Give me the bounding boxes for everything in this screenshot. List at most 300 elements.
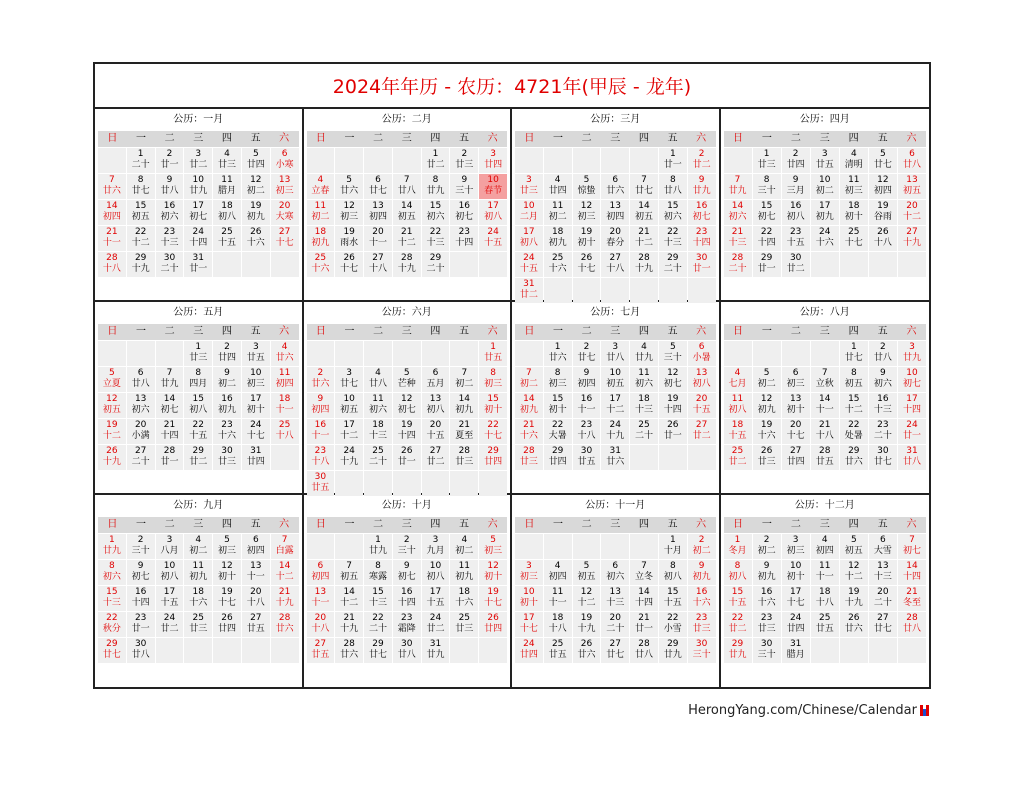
day-cell[interactable] (184, 445, 212, 470)
day-cell[interactable] (811, 393, 839, 418)
day-cell[interactable] (364, 252, 392, 277)
day-cell[interactable] (271, 200, 299, 225)
day-cell[interactable] (307, 419, 335, 444)
day-cell[interactable] (242, 445, 270, 470)
day-cell[interactable] (156, 393, 184, 418)
day-cell[interactable] (898, 419, 926, 444)
day-cell[interactable] (271, 612, 299, 637)
day-cell[interactable] (753, 252, 781, 277)
day-cell[interactable] (479, 393, 507, 418)
day-cell[interactable] (335, 393, 363, 418)
day-cell[interactable] (515, 638, 543, 663)
day-cell[interactable] (422, 367, 450, 392)
day-cell[interactable] (98, 534, 126, 559)
day-cell[interactable] (422, 148, 450, 173)
day-cell[interactable] (307, 367, 335, 392)
day-cell[interactable] (271, 586, 299, 611)
day-cell[interactable] (659, 393, 687, 418)
day-cell[interactable] (630, 226, 658, 251)
day-cell[interactable] (515, 419, 543, 444)
day-cell[interactable] (630, 393, 658, 418)
day-cell[interactable] (127, 612, 155, 637)
day-cell[interactable] (127, 252, 155, 277)
day-cell[interactable] (573, 419, 601, 444)
day-cell[interactable] (156, 226, 184, 251)
day-cell[interactable] (213, 393, 241, 418)
day-cell[interactable] (811, 560, 839, 585)
day-cell[interactable] (724, 638, 752, 663)
day-cell[interactable] (688, 534, 716, 559)
day-cell[interactable] (213, 174, 241, 199)
day-cell[interactable] (393, 534, 421, 559)
day-cell[interactable] (630, 586, 658, 611)
day-cell[interactable] (898, 445, 926, 470)
day-cell[interactable] (184, 534, 212, 559)
day-cell[interactable] (840, 226, 868, 251)
day-cell[interactable] (840, 612, 868, 637)
day-cell[interactable] (307, 226, 335, 251)
day-cell[interactable] (869, 534, 897, 559)
day-cell[interactable] (544, 174, 572, 199)
day-cell[interactable] (127, 200, 155, 225)
day-cell[interactable] (393, 200, 421, 225)
footer-link[interactable]: HerongYang.com/Chinese/Calendar (688, 703, 917, 718)
day-cell[interactable] (515, 226, 543, 251)
day-cell[interactable] (307, 586, 335, 611)
day-cell[interactable] (479, 419, 507, 444)
day-cell[interactable] (688, 200, 716, 225)
day-cell[interactable] (271, 367, 299, 392)
day-cell[interactable] (184, 419, 212, 444)
day-cell[interactable] (364, 419, 392, 444)
day-cell[interactable] (184, 341, 212, 366)
day-cell[interactable] (869, 200, 897, 225)
day-cell[interactable] (782, 586, 810, 611)
day-cell[interactable] (782, 174, 810, 199)
day-cell[interactable] (840, 148, 868, 173)
day-cell[interactable] (869, 560, 897, 585)
day-cell[interactable] (688, 341, 716, 366)
day-cell[interactable] (659, 638, 687, 663)
day-cell[interactable] (688, 226, 716, 251)
day-cell[interactable] (184, 367, 212, 392)
day-cell[interactable] (271, 419, 299, 444)
day-cell[interactable] (271, 174, 299, 199)
day-cell[interactable] (515, 278, 543, 303)
day-cell[interactable] (782, 445, 810, 470)
day-cell[interactable] (840, 419, 868, 444)
day-cell[interactable] (479, 341, 507, 366)
day-cell[interactable] (601, 586, 629, 611)
day-cell[interactable] (335, 252, 363, 277)
day-cell[interactable] (184, 560, 212, 585)
day-cell[interactable] (659, 200, 687, 225)
day-cell[interactable] (184, 393, 212, 418)
day-cell[interactable] (630, 174, 658, 199)
day-cell[interactable] (688, 612, 716, 637)
day-cell[interactable] (271, 341, 299, 366)
day-cell[interactable] (601, 612, 629, 637)
day-cell[interactable] (307, 560, 335, 585)
day-cell[interactable] (127, 419, 155, 444)
day-cell[interactable] (573, 367, 601, 392)
day-cell[interactable] (544, 226, 572, 251)
day-cell[interactable] (688, 419, 716, 444)
day-cell[interactable] (544, 367, 572, 392)
day-cell[interactable] (393, 419, 421, 444)
day-cell[interactable] (544, 200, 572, 225)
day-cell[interactable] (753, 560, 781, 585)
day-cell[interactable] (422, 586, 450, 611)
day-cell[interactable] (573, 393, 601, 418)
day-cell[interactable] (869, 174, 897, 199)
day-cell[interactable] (782, 419, 810, 444)
day-cell[interactable] (811, 534, 839, 559)
day-cell[interactable] (601, 367, 629, 392)
day-cell[interactable] (782, 252, 810, 277)
day-cell[interactable] (724, 612, 752, 637)
day-cell[interactable] (422, 638, 450, 663)
day-cell[interactable] (364, 445, 392, 470)
day-cell[interactable] (242, 341, 270, 366)
day-cell[interactable] (335, 419, 363, 444)
day-cell[interactable] (98, 419, 126, 444)
day-cell[interactable] (724, 200, 752, 225)
day-cell[interactable] (601, 393, 629, 418)
day-cell[interactable] (898, 534, 926, 559)
day-cell[interactable] (630, 638, 658, 663)
day-cell[interactable] (515, 367, 543, 392)
day-cell[interactable] (630, 419, 658, 444)
day-cell[interactable] (213, 419, 241, 444)
day-cell[interactable] (242, 200, 270, 225)
day-cell[interactable] (307, 393, 335, 418)
day-cell[interactable] (869, 393, 897, 418)
day-cell[interactable] (364, 534, 392, 559)
day-cell[interactable] (213, 612, 241, 637)
day-cell[interactable] (393, 612, 421, 637)
day-cell[interactable] (811, 445, 839, 470)
day-cell[interactable] (242, 586, 270, 611)
day-cell[interactable] (213, 148, 241, 173)
day-cell[interactable] (271, 148, 299, 173)
day-cell[interactable] (364, 638, 392, 663)
day-cell[interactable] (724, 174, 752, 199)
day-cell[interactable] (242, 534, 270, 559)
day-cell[interactable] (573, 200, 601, 225)
day-cell[interactable] (782, 226, 810, 251)
day-cell[interactable] (450, 226, 478, 251)
day-cell[interactable] (450, 534, 478, 559)
day-cell[interactable] (601, 445, 629, 470)
day-cell[interactable] (898, 586, 926, 611)
day-cell[interactable] (98, 200, 126, 225)
day-cell[interactable] (98, 638, 126, 663)
day-cell[interactable] (450, 174, 478, 199)
day-cell[interactable] (811, 367, 839, 392)
day-cell[interactable] (213, 445, 241, 470)
day-cell[interactable] (271, 534, 299, 559)
day-cell[interactable] (127, 560, 155, 585)
day-cell[interactable] (213, 341, 241, 366)
day-cell[interactable] (840, 560, 868, 585)
day-cell[interactable] (840, 367, 868, 392)
day-cell[interactable] (307, 445, 335, 470)
day-cell[interactable] (811, 148, 839, 173)
day-cell[interactable] (335, 586, 363, 611)
day-cell[interactable] (335, 612, 363, 637)
day-cell[interactable] (724, 393, 752, 418)
day-cell[interactable] (184, 174, 212, 199)
day-cell[interactable] (544, 393, 572, 418)
day-cell[interactable] (364, 226, 392, 251)
day-cell[interactable] (156, 445, 184, 470)
day-cell[interactable] (753, 445, 781, 470)
day-cell[interactable] (515, 445, 543, 470)
day-cell[interactable] (898, 393, 926, 418)
day-cell[interactable] (184, 612, 212, 637)
day-cell[interactable] (98, 226, 126, 251)
day-cell[interactable] (127, 226, 155, 251)
day-cell[interactable] (184, 252, 212, 277)
day-cell[interactable] (840, 586, 868, 611)
day-cell[interactable] (127, 638, 155, 663)
day-cell[interactable] (156, 367, 184, 392)
day-cell[interactable] (450, 200, 478, 225)
day-cell[interactable] (479, 612, 507, 637)
day-cell[interactable] (753, 586, 781, 611)
day-cell[interactable] (753, 534, 781, 559)
day-cell[interactable] (271, 226, 299, 251)
day-cell[interactable] (127, 367, 155, 392)
day-cell[interactable] (156, 534, 184, 559)
day-cell[interactable] (753, 638, 781, 663)
day-cell[interactable] (307, 612, 335, 637)
day-cell[interactable] (156, 560, 184, 585)
day-cell[interactable] (724, 445, 752, 470)
day-cell[interactable] (688, 148, 716, 173)
day-cell[interactable] (898, 367, 926, 392)
day-cell[interactable] (515, 174, 543, 199)
day-cell[interactable] (688, 174, 716, 199)
day-cell[interactable] (127, 586, 155, 611)
day-cell[interactable] (782, 560, 810, 585)
day-cell[interactable] (659, 419, 687, 444)
day-cell[interactable] (601, 560, 629, 585)
day-cell[interactable] (840, 534, 868, 559)
day-cell[interactable] (364, 174, 392, 199)
day-cell[interactable] (184, 148, 212, 173)
day-cell[interactable] (364, 367, 392, 392)
day-cell[interactable] (869, 226, 897, 251)
day-cell[interactable] (335, 367, 363, 392)
day-cell[interactable] (450, 586, 478, 611)
day-cell[interactable] (573, 445, 601, 470)
day-cell[interactable] (127, 174, 155, 199)
day-cell[interactable] (184, 200, 212, 225)
day-cell[interactable] (811, 612, 839, 637)
day-cell[interactable] (422, 612, 450, 637)
day-cell[interactable] (335, 200, 363, 225)
day-cell[interactable] (544, 252, 572, 277)
day-cell[interactable] (307, 638, 335, 663)
day-cell[interactable] (601, 174, 629, 199)
day-cell[interactable] (782, 638, 810, 663)
day-cell[interactable] (127, 393, 155, 418)
day-cell[interactable] (98, 612, 126, 637)
day-cell[interactable] (127, 148, 155, 173)
day-cell[interactable] (184, 586, 212, 611)
day-cell[interactable] (515, 200, 543, 225)
day-cell[interactable] (753, 226, 781, 251)
day-cell[interactable] (479, 148, 507, 173)
day-cell[interactable] (811, 174, 839, 199)
day-cell[interactable] (479, 226, 507, 251)
day-cell[interactable] (573, 252, 601, 277)
day-cell[interactable] (307, 252, 335, 277)
day-cell[interactable] (573, 560, 601, 585)
day-cell[interactable] (335, 560, 363, 585)
day-cell[interactable] (393, 586, 421, 611)
day-cell[interactable] (479, 174, 507, 199)
day-cell[interactable] (898, 226, 926, 251)
day-cell[interactable] (659, 174, 687, 199)
day-cell[interactable] (659, 367, 687, 392)
day-cell[interactable] (659, 560, 687, 585)
day-cell[interactable] (782, 534, 810, 559)
day-cell[interactable] (573, 638, 601, 663)
day-cell[interactable] (688, 367, 716, 392)
day-cell[interactable] (422, 252, 450, 277)
day-cell[interactable] (782, 393, 810, 418)
day-cell[interactable] (422, 393, 450, 418)
day-cell[interactable] (601, 226, 629, 251)
day-cell[interactable] (840, 174, 868, 199)
day-cell[interactable] (544, 341, 572, 366)
day-cell[interactable] (753, 419, 781, 444)
day-cell[interactable] (156, 252, 184, 277)
day-cell[interactable] (573, 612, 601, 637)
day-cell[interactable] (393, 367, 421, 392)
day-cell[interactable] (393, 226, 421, 251)
day-cell[interactable] (724, 226, 752, 251)
day-cell[interactable] (450, 148, 478, 173)
day-cell[interactable] (450, 367, 478, 392)
day-cell[interactable] (422, 445, 450, 470)
day-cell[interactable] (156, 612, 184, 637)
day-cell[interactable] (98, 252, 126, 277)
day-cell[interactable] (307, 174, 335, 199)
day-cell[interactable] (242, 612, 270, 637)
day-cell[interactable] (811, 419, 839, 444)
day-cell[interactable] (271, 560, 299, 585)
day-cell[interactable] (840, 341, 868, 366)
day-cell[interactable] (242, 393, 270, 418)
day-cell[interactable] (724, 252, 752, 277)
day-cell[interactable] (573, 586, 601, 611)
day-cell[interactable] (753, 393, 781, 418)
day-cell[interactable] (156, 200, 184, 225)
day-cell[interactable] (242, 226, 270, 251)
day-cell[interactable] (213, 226, 241, 251)
day-cell[interactable] (184, 226, 212, 251)
day-cell[interactable] (811, 226, 839, 251)
day-cell[interactable] (869, 445, 897, 470)
day-cell[interactable] (156, 586, 184, 611)
day-cell[interactable] (724, 534, 752, 559)
day-cell[interactable] (782, 367, 810, 392)
day-cell[interactable] (422, 419, 450, 444)
day-cell[interactable] (393, 174, 421, 199)
day-cell[interactable] (213, 586, 241, 611)
day-cell[interactable] (479, 534, 507, 559)
day-cell[interactable] (335, 226, 363, 251)
day-cell[interactable] (242, 367, 270, 392)
day-cell[interactable] (515, 586, 543, 611)
day-cell[interactable] (515, 393, 543, 418)
day-cell[interactable] (630, 200, 658, 225)
day-cell[interactable] (688, 586, 716, 611)
day-cell[interactable] (479, 560, 507, 585)
day-cell[interactable] (869, 586, 897, 611)
day-cell[interactable] (544, 612, 572, 637)
day-cell[interactable] (898, 612, 926, 637)
day-cell[interactable] (630, 612, 658, 637)
day-cell[interactable] (898, 174, 926, 199)
day-cell[interactable] (601, 419, 629, 444)
day-cell[interactable] (307, 471, 335, 496)
day-cell[interactable] (811, 200, 839, 225)
day-cell[interactable] (573, 174, 601, 199)
day-cell[interactable] (242, 419, 270, 444)
day-cell[interactable] (98, 367, 126, 392)
day-cell[interactable] (127, 445, 155, 470)
day-cell[interactable] (688, 252, 716, 277)
day-cell[interactable] (364, 200, 392, 225)
day-cell[interactable] (213, 560, 241, 585)
day-cell[interactable] (601, 341, 629, 366)
day-cell[interactable] (335, 445, 363, 470)
day-cell[interactable] (659, 252, 687, 277)
day-cell[interactable] (782, 612, 810, 637)
day-cell[interactable] (98, 393, 126, 418)
day-cell[interactable] (782, 148, 810, 173)
day-cell[interactable] (515, 252, 543, 277)
day-cell[interactable] (630, 367, 658, 392)
day-cell[interactable] (601, 638, 629, 663)
day-cell[interactable] (753, 612, 781, 637)
day-cell[interactable] (393, 560, 421, 585)
day-cell[interactable] (630, 341, 658, 366)
day-cell[interactable] (630, 252, 658, 277)
day-cell[interactable] (869, 612, 897, 637)
day-cell[interactable] (753, 174, 781, 199)
day-cell[interactable] (242, 148, 270, 173)
day-cell[interactable] (724, 367, 752, 392)
day-cell[interactable] (422, 200, 450, 225)
day-cell[interactable] (782, 200, 810, 225)
day-cell[interactable] (724, 560, 752, 585)
day-cell[interactable] (422, 174, 450, 199)
day-cell[interactable] (364, 393, 392, 418)
day-cell[interactable] (422, 534, 450, 559)
day-cell[interactable] (98, 560, 126, 585)
day-cell[interactable] (573, 226, 601, 251)
day-cell[interactable] (659, 534, 687, 559)
day-cell[interactable] (364, 586, 392, 611)
day-cell[interactable] (393, 252, 421, 277)
day-cell[interactable] (544, 445, 572, 470)
